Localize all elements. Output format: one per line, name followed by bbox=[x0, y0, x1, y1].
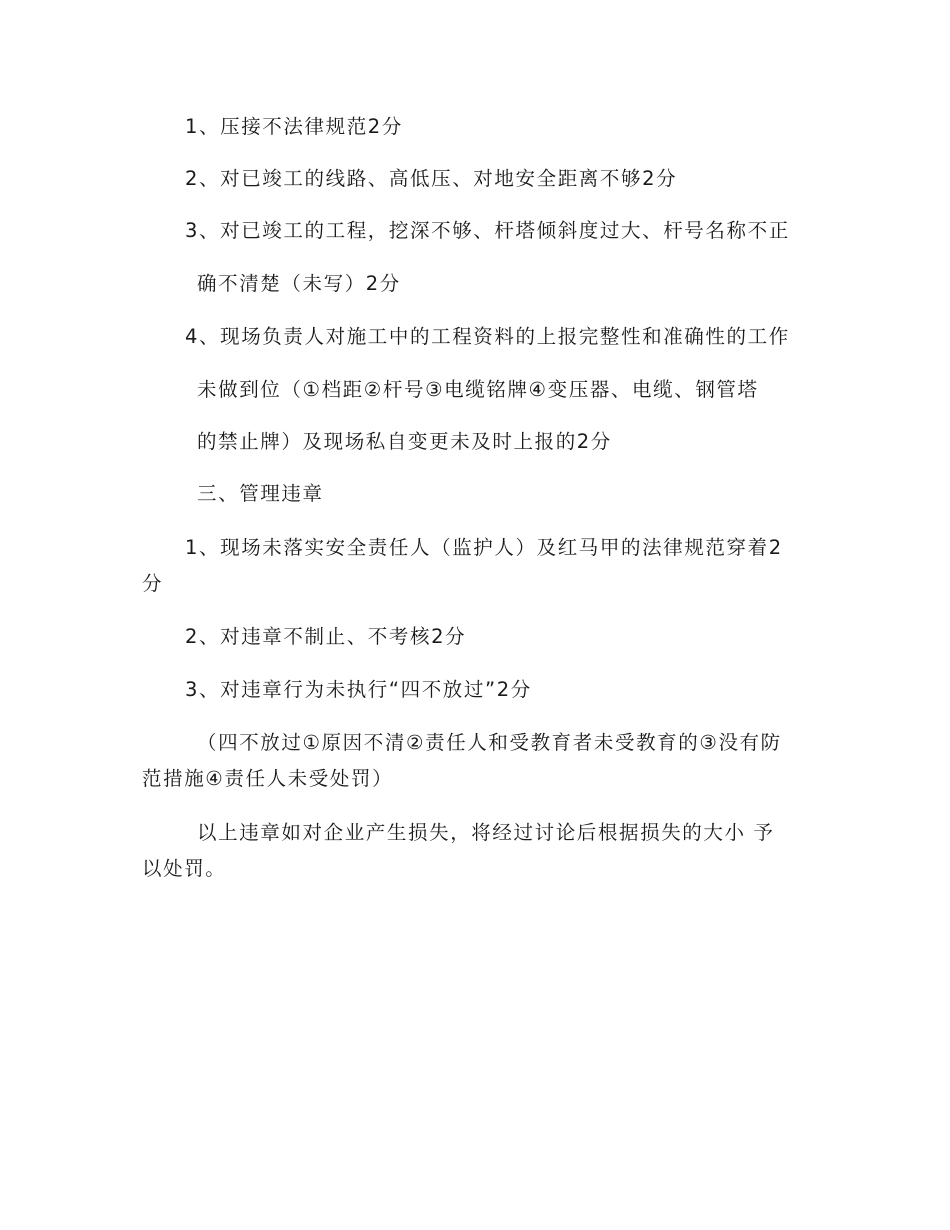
management-item-3-line: 3、对违章行为未执行“四不放过”2分 bbox=[185, 678, 532, 701]
item-4-line: 4、现场负责人对施工中的工程资料的上报完整性和准确性的工作 bbox=[185, 325, 790, 348]
item-4-continuation-1: 未做到位（①档距②杆号③电缆铭牌④变压器、电缆、钢管塔 bbox=[197, 378, 759, 401]
item-4-continuation-2: 的禁止牌）及现场私自变更未及时上报的2分 bbox=[197, 430, 612, 453]
item-1-line: 1、压接不法律规范2分 bbox=[185, 115, 403, 138]
closing-continuation: 以处罚。 bbox=[142, 857, 227, 880]
section-heading: 三、管理违章 bbox=[197, 482, 324, 505]
note-line: （四不放过①原因不清②责任人和受教育者未受教育的③没有防 bbox=[197, 731, 782, 754]
management-item-1-line: 1、现场未落实安全责任人（监护人）及红马甲的法律规范穿着2 bbox=[185, 536, 783, 559]
item-3-continuation: 确不清楚（未写）2分 bbox=[197, 272, 401, 295]
item-2-line: 2、对已竣工的线路、高低压、对地安全距离不够2分 bbox=[185, 167, 678, 190]
item-3-line: 3、对已竣工的工程，挖深不够、杆塔倾斜度过大、杆号名称不正 bbox=[185, 219, 790, 242]
management-item-1-continuation: 分 bbox=[142, 572, 164, 595]
closing-line: 以上违章如对企业产生损失，将经过讨论后根据损失的大小 予 bbox=[197, 821, 775, 844]
note-continuation: 范措施④责任人未受处罚） bbox=[142, 767, 394, 790]
management-item-2-line: 2、对违章不制止、不考核2分 bbox=[185, 625, 467, 648]
